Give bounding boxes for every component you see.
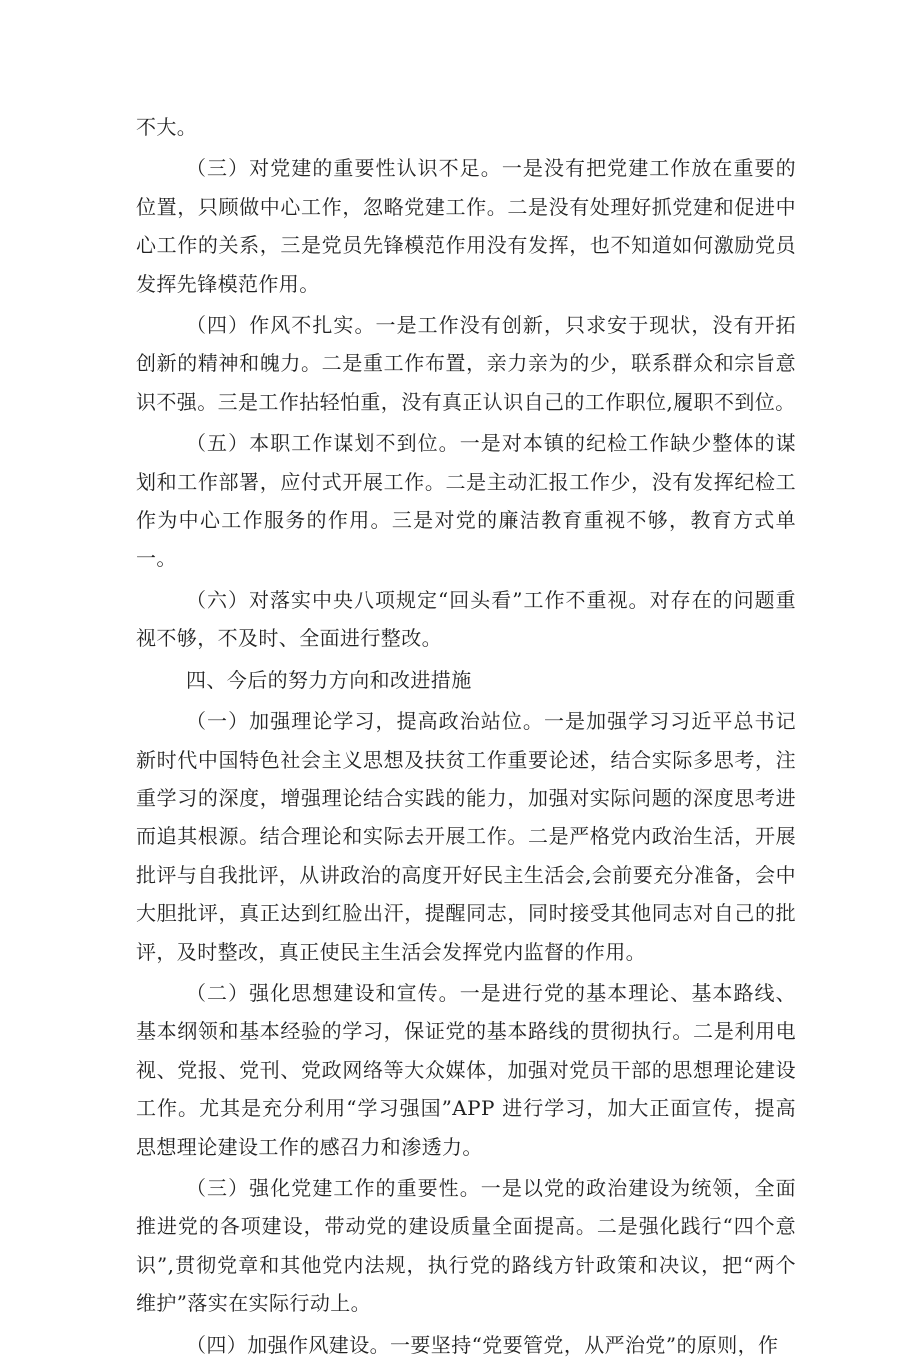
document-body [136, 108, 796, 1364]
heading-improvement-measures: 四、今后的努力方向和改进措施 [186, 667, 472, 692]
paragraph-section-4: （四）作风不扎实。一是工作没有创新，只求安于现状，没有开拓创新的精神和魄力。二是重工作布置，亲力亲为的少，联系群众和宗旨意识不强。三是工作拈轻怕重，没有真正认识自己的工作职位,履职不到位。 [136, 313, 796, 414]
paragraph-continuation: 不大。 [136, 115, 198, 139]
paragraph-section-3: （三）对党建的重要性认识不足。一是没有把党建工作放在重要的位置，只顾做中心工作，忽略党建工作。二是没有处理好抓党建和促进中心工作的关系，三是党员先锋模范作用没有发挥，也不知道如何激励党员发挥先锋模范作用。 [136, 156, 796, 296]
paragraph-measure-2: （二）强化思想建设和宣传。一是进行党的基本理论、基本路线、基本纲领和基本经验的学习，保证党的基本路线的贯彻执行。二是利用电视、党报、党刊、党政网络等大众媒体，加强对党员干部的思想理论建设工作。尤其是充分利用“学习强国”APP 进行学习，加大正面宣传，提高思想理论建设工作的感召力和渗透力。 [136, 980, 796, 1159]
paragraph-measure-4: （四）加强作风建设。一要坚持“党要管党，从严治党”的原则，作 [186, 1332, 779, 1357]
paragraph-measure-3: （三）强化党建工作的重要性。一是以党的政治建设为统领，全面推进党的各项建设，带动党的建设质量全面提高。二是强化践行“四个意识”,贯彻党章和其他党内法规，执行党的路线方针政策和决议，把“两个维护”落实在实际行动上。 [136, 1175, 796, 1316]
paragraph-measure-1: （一）加强理论学习，提高政治站位。一是加强学习习近平总书记新时代中国特色社会主义思想及扶贫工作重要论述，结合实际多思考，注重学习的深度，增强理论结合实践的能力，加强对实际问题的深度思考进而追其根源。结合理论和实际去开展工作。二是严格党内政治生活，开展批评与自我批评，从讲政治的高度开好民主生活会,会前要充分准备，会中大胆批评，真正达到红脸出汗，提醒同志，同时接受其他同志对自己的批评，及时整改，真正使民主生活会发挥党内监督的作用。 [136, 709, 796, 964]
paragraph-section-5: （五）本职工作谋划不到位。一是对本镇的纪检工作缺少整体的谋划和工作部署，应付式开展工作。二是主动汇报工作少，没有发挥纪检工作为中心工作服务的作用。三是对党的廉洁教育重视不够，教育方式单一。 [136, 431, 796, 571]
paragraph-section-6: （六）对落实中央八项规定“回头看”工作不重视。对存在的问题重视不够，不及时、全面进行整改。 [136, 587, 796, 651]
